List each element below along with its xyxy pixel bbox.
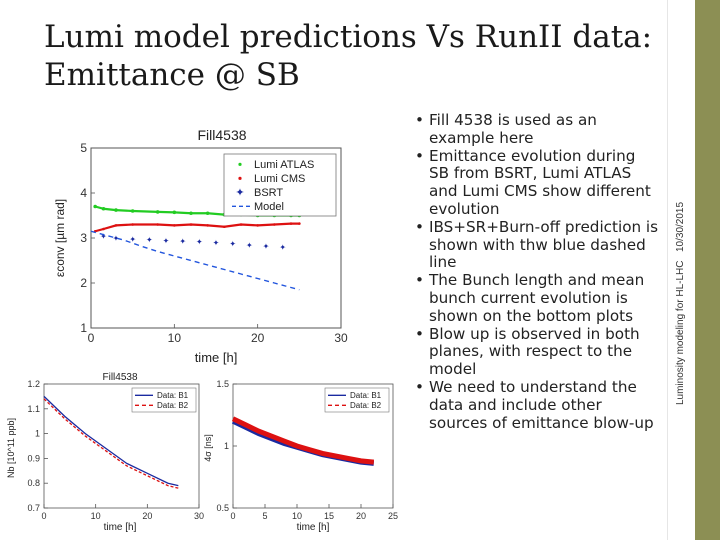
x-tick-label: 10 (90, 511, 101, 521)
x-tick-label: 0 (41, 511, 47, 521)
x-tick-label: 20 (250, 331, 265, 345)
x-axis-label: time [h] (194, 350, 238, 365)
bullet-item: • We need to understand the data and include other sources of emittance blow-up (410, 379, 660, 432)
x-tick-label: 20 (355, 511, 367, 521)
y-tick-label: 0.5 (216, 503, 229, 513)
chart-legend (325, 388, 389, 412)
bsrt-point: ✦ (245, 240, 253, 250)
bsrt-point: ✦ (195, 237, 203, 247)
y-tick-label: 1 (223, 441, 229, 451)
bsrt-point: ✦ (279, 243, 287, 252)
bsrt-point: ✦ (145, 235, 153, 245)
cms-point (290, 222, 293, 225)
cms-point (256, 224, 259, 227)
x-tick-label: 5 (262, 511, 268, 521)
cms-point (223, 225, 226, 228)
y-axis-label: Nb [10^11 ppb] (6, 417, 16, 479)
sidebar-accent-panel (695, 0, 720, 540)
y-tick-label: 1.5 (216, 379, 229, 389)
cms-point (115, 224, 118, 227)
bullet-list (410, 112, 660, 432)
x-axis-label: time [h] (296, 522, 330, 533)
x-tick-label: 30 (193, 511, 205, 521)
legend-label: Data: B1 (157, 391, 189, 400)
legend-label: Data: B2 (350, 401, 382, 410)
emittance-chart (40, 120, 360, 368)
x-tick-label: 30 (334, 331, 348, 345)
x-tick-label: 15 (323, 511, 335, 521)
bsrt-point: ✦ (112, 234, 120, 243)
x-axis-label: time [h] (103, 522, 137, 533)
legend-marker (238, 163, 241, 166)
slide-title-line-2: Emittance @ SB (44, 57, 300, 93)
slide-date: 10/30/2015 (675, 201, 686, 252)
bullet-item: • Emittance evolution during SB from BSRT, Lumi ATLAS and Lumi CMS show different evolution (410, 148, 660, 219)
cms-point (156, 223, 159, 226)
legend-label: Data: B2 (157, 401, 189, 410)
cms-point (240, 223, 243, 226)
x-tick-label: 25 (387, 511, 399, 521)
cms-point (102, 228, 105, 231)
bsrt-point: ✦ (129, 234, 137, 244)
cms-point (131, 223, 134, 226)
legend-marker (238, 177, 241, 180)
y-tick-label: 1.2 (27, 379, 40, 389)
bunch-intensity-chart (2, 370, 205, 534)
bsrt-point: ✦ (229, 239, 237, 249)
x-tick-label: 0 (87, 331, 95, 345)
y-tick-label: 4 (80, 186, 87, 200)
y-tick-label: 0.9 (27, 453, 40, 464)
cms-point (298, 222, 301, 225)
bullet-item: • The Bunch length and mean bunch current evolution is shown on the bottom plots (410, 272, 660, 325)
bsrt-point: ✦ (212, 238, 220, 248)
bsrt-point: ✦ (162, 236, 170, 246)
footer-label: Luminosity modeling for HL-LHC (675, 260, 686, 405)
x-tick-label: 0 (230, 511, 236, 521)
legend-label: BSRT (254, 187, 284, 199)
legend-label: Model (254, 201, 284, 213)
y-tick-label: 5 (80, 141, 87, 155)
legend-label: Lumi ATLAS (254, 159, 315, 171)
y-tick-label: 0.8 (27, 478, 40, 489)
x-tick-label: 10 (167, 331, 182, 345)
chart-title: Fill4538 (102, 372, 138, 383)
bunch-length-chart (205, 370, 405, 534)
legend-label: Lumi CMS (254, 173, 306, 185)
bsrt-point: ✦ (179, 237, 187, 247)
cms-point (206, 224, 209, 227)
cms-point (190, 223, 193, 226)
bullet-item: • IBS+SR+Burn-off prediction is shown with thw blue dashed line (410, 219, 660, 272)
y-tick-label: 0.7 (27, 503, 40, 513)
footer-sidebar (667, 0, 720, 540)
slide-title (44, 18, 664, 94)
x-tick-label: 10 (291, 511, 303, 521)
legend-marker: ✦ (235, 187, 245, 199)
y-tick-label: 1 (80, 321, 87, 335)
y-tick-label: 1.1 (27, 403, 40, 414)
chart-title: Fill4538 (197, 127, 247, 143)
y-tick-label: 3 (80, 231, 87, 245)
x-tick-label: 20 (142, 511, 153, 521)
y-tick-label: 1 (34, 428, 40, 439)
cms-point (273, 223, 276, 226)
legend-label: Data: B1 (350, 391, 382, 400)
bsrt-point: ✦ (262, 242, 270, 252)
y-axis-label: εconv [µm rad] (53, 198, 67, 278)
y-axis-label: 4σ [ns] (203, 434, 213, 462)
y-tick-label: 2 (80, 276, 87, 290)
bsrt-point: ✦ (100, 231, 107, 241)
chart-legend (132, 388, 196, 412)
bullet-item: • Fill 4538 is used as an example here (410, 112, 660, 148)
slide-title-line-1: Lumi model predictions Vs RunII data: (44, 19, 653, 55)
sidebar-stripe (667, 0, 696, 540)
cms-point (173, 224, 176, 227)
chart-legend (224, 154, 336, 216)
bullet-item: • Blow up is observed in both planes, with respect to the model (410, 326, 660, 379)
